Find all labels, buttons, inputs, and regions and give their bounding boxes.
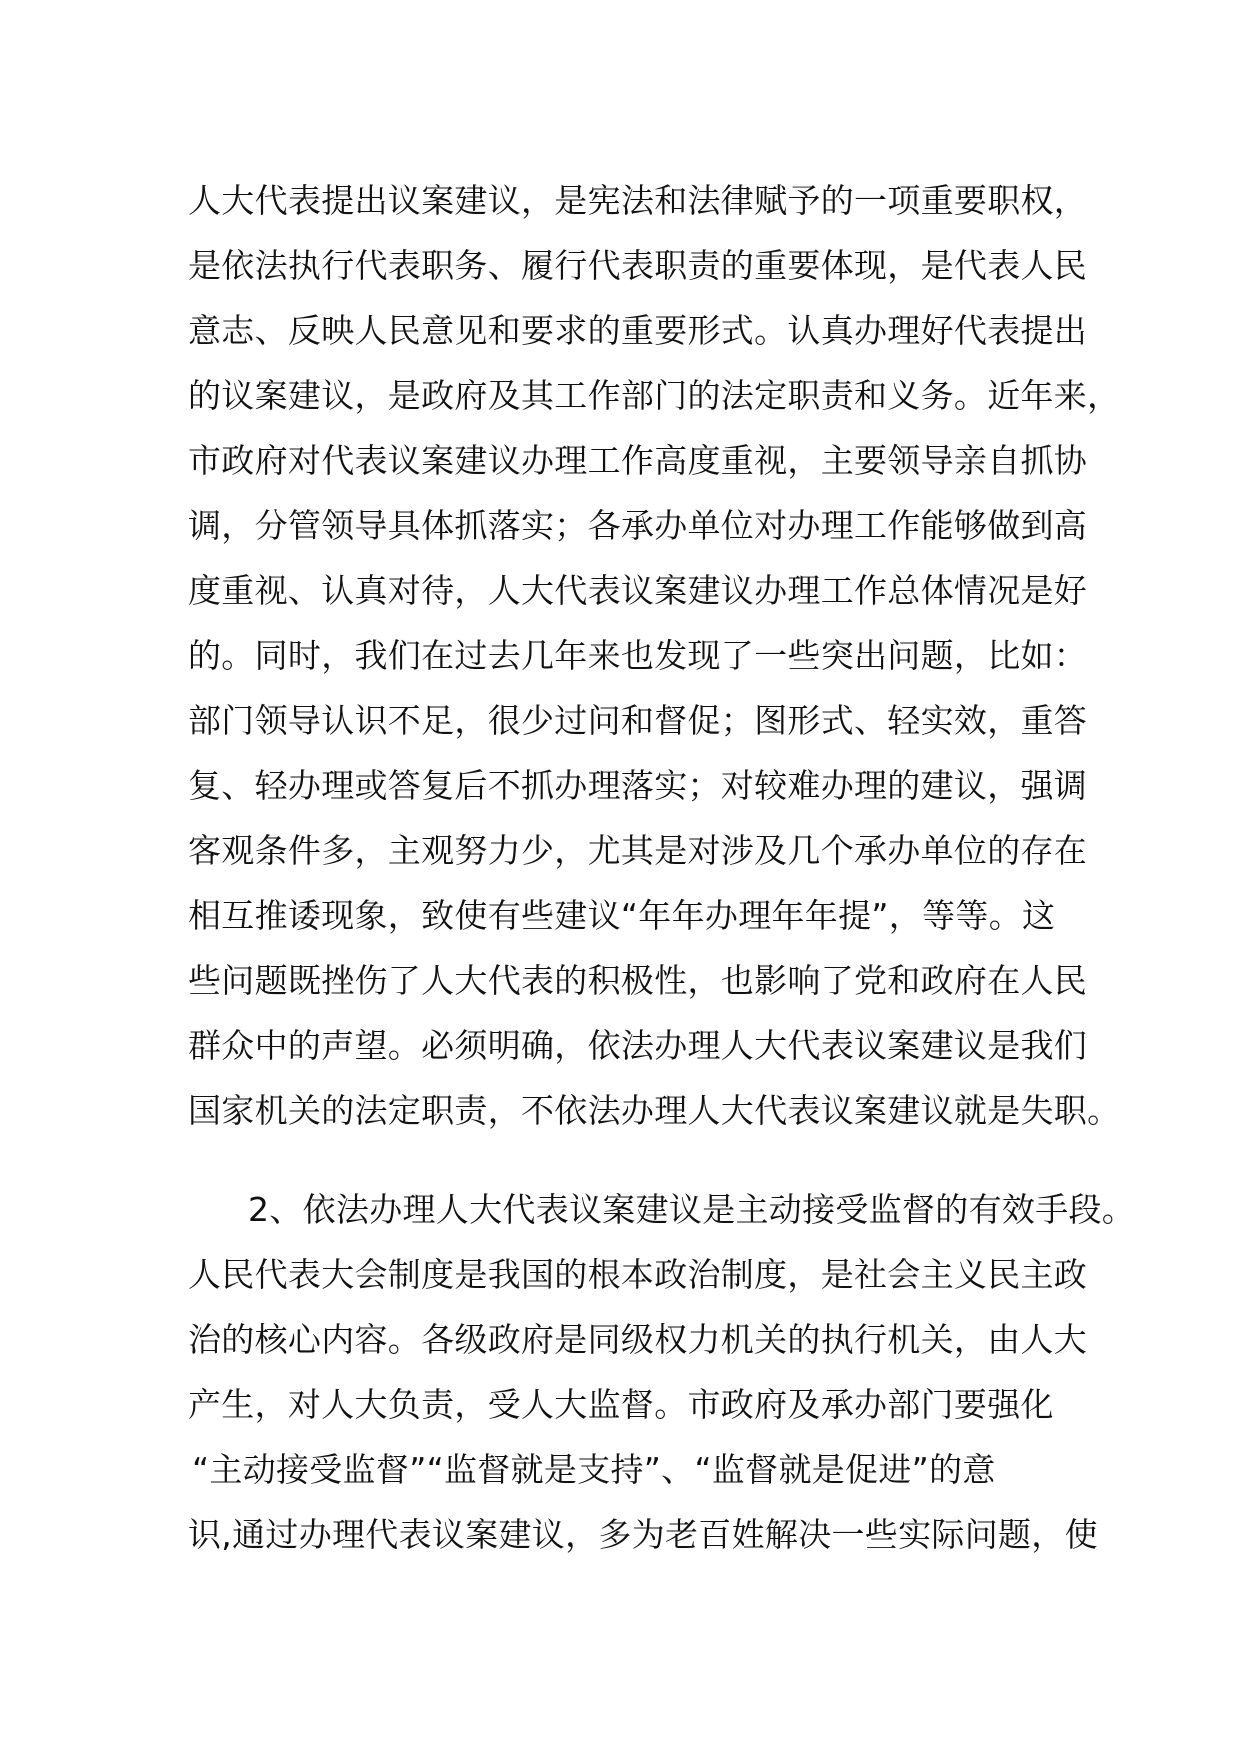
text-line: 度重视、认真对待，人大代表议案建议办理工作总体情况是好 bbox=[188, 571, 1088, 610]
text-line: 意志、反映人民意见和要求的重要形式。认真办理好代表提出 bbox=[188, 311, 1088, 350]
section-heading-line: 2、依法办理人大代表议案建议是主动接受监督的有效手段。 bbox=[248, 1190, 1136, 1229]
text-line: 是依法执行代表职务、履行代表职责的重要体现，是代表人民 bbox=[188, 246, 1088, 285]
text-line: “主动接受监督”“监督就是支持”、“监督就是促进”的意 bbox=[192, 1450, 996, 1489]
paragraph-1 bbox=[188, 168, 1121, 1143]
text-line: 市政府对代表议案建议办理工作高度重视，主要领导亲自抓协 bbox=[188, 441, 1088, 480]
text-line: 的议案建议，是政府及其工作部门的法定职责和义务。近年来， bbox=[188, 376, 1121, 415]
text-line: 群众中的声望。必须明确，依法办理人大代表议案建议是我们 bbox=[188, 1026, 1088, 1065]
text-line: 客观条件多，主观努力少，尤其是对涉及几个承办单位的存在 bbox=[188, 831, 1088, 870]
text-line: 复、轻办理或答复后不抓办理落实；对较难办理的建议，强调 bbox=[188, 766, 1088, 805]
text-line: 人民代表大会制度是我国的根本政治制度，是社会主义民主政 bbox=[188, 1255, 1088, 1294]
paragraph-2 bbox=[188, 1177, 1136, 1567]
text-line: 调，分管领导具体抓落实；各承办单位对办理工作能够做到高 bbox=[188, 506, 1088, 545]
text-line: 相互推诿现象，致使有些建议“年年办理年年提”，等等。这 bbox=[188, 896, 1056, 935]
text-line: 国家机关的法定职责，不依法办理人大代表议案建议就是失职。 bbox=[188, 1091, 1121, 1130]
text-line: 人大代表提出议案建议，是宪法和法律赋予的一项重要职权， bbox=[188, 181, 1088, 220]
text-line: 产生，对人大负责，受人大监督。市政府及承办部门要强化 bbox=[188, 1385, 1054, 1424]
text-line: 治的核心内容。各级政府是同级权力机关的执行机关，由人大 bbox=[188, 1320, 1088, 1359]
text-line: 的。同时，我们在过去几年来也发现了一些突出问题，比如： bbox=[188, 636, 1088, 675]
text-line: 部门领导认识不足，很少过问和督促；图形式、轻实效，重答 bbox=[188, 701, 1088, 740]
text-line: 些问题既挫伤了人大代表的积极性，也影响了党和政府在人民 bbox=[188, 961, 1088, 1000]
text-line: 识,通过办理代表议案建议，多为老百姓解决一些实际问题，使 bbox=[188, 1515, 1098, 1554]
